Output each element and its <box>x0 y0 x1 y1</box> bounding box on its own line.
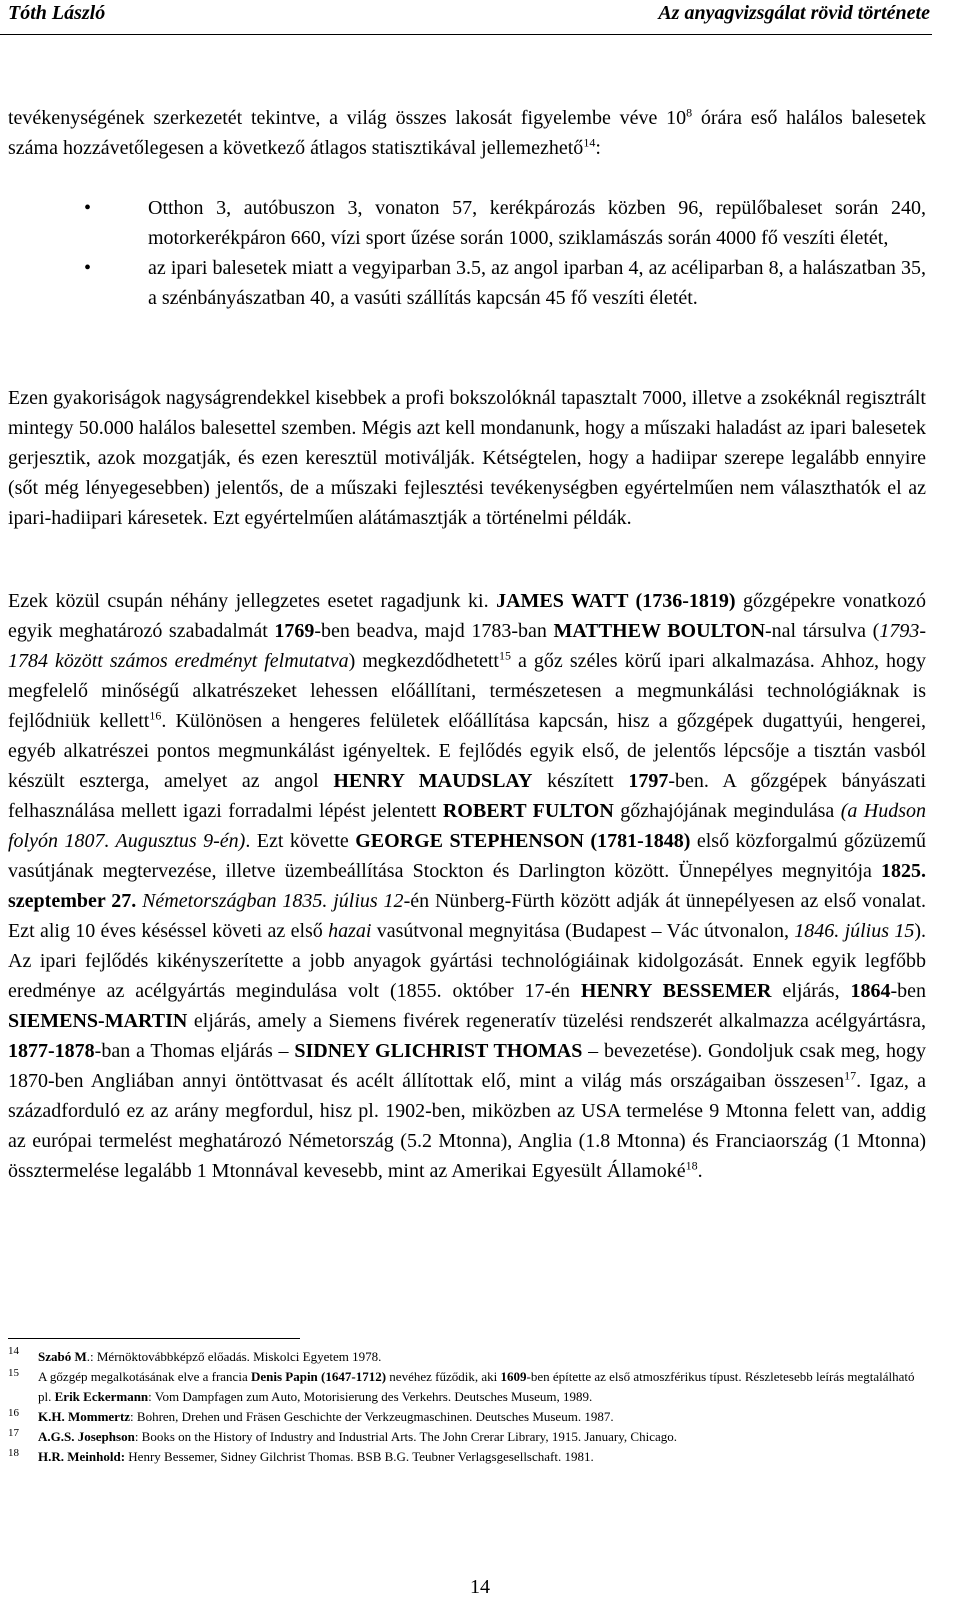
footnote-text: Henry Bessemer, Sidney Gilchrist Thomas. BSB B.G. Teubner Verlagsgesellschaft. 1981. <box>125 1449 594 1464</box>
footnotes <box>8 1347 926 1467</box>
text: -ban a Thomas eljárás – <box>94 1040 295 1062</box>
footnote-text: : Vom Dampfagen zum Auto, Motorisierung des Verkehrs. Deutsches Museum, 1989. <box>148 1389 593 1404</box>
text: Ezek közül csupán néhány jellegzetes esetet ragadjunk ki. <box>8 590 497 612</box>
text: . Különösen a hengeres felületek előállítása kapcsán, hisz a gőzgépek dugattyúi, hengerei, egyéb alkatrészei pontos megmunkálást igényeltek. E fejlődés egyik első, de jelentős lépcsője a tisztán vasból készült eszterga, amelyet az angol <box>8 710 926 792</box>
text: vasútvonal megnyitása (Budapest – Vác útvonalon, <box>371 920 795 942</box>
text: -ben. A gőzgépek bányászati felhasználása mellett igazi forradalmi lépést jelentett <box>8 770 927 822</box>
text: a gőz széles körű ipari alkalmazása. Ahhoz, hogy megfelelő minőségű alkatrészeket lehessen előállítani, természetesen a megmunkálási technológiáknak is fejlődniük kellett <box>8 650 926 732</box>
italic-text: (a Hudson folyón 1807. Augusztus 9-én) <box>8 800 926 852</box>
bullet-icon: • <box>84 197 92 219</box>
exponent: 8 <box>686 105 693 120</box>
italic-text: Németországban 1835. július 12 <box>142 890 404 912</box>
text: gőzgépekre vonatkozó egyik meghatározó szabadalmát <box>8 590 926 642</box>
person-name: JAMES WATT (1736-1819) <box>496 590 736 612</box>
running-header <box>0 0 960 36</box>
text: . Igaz, a századforduló ez az arány megfordul, hisz pl. 1902-ben, miközben az USA termelése 9 Mtonna felett van, addig az európai termelést meghatározó Németország (5.2 Mtonna), Anglia (1.8 Mtonna) és Franciaország (1 Mtonna) össztermelése legalább 1 Mtonnával kevesebb, mint az Amerikai Egyesült Államoké <box>8 1070 926 1182</box>
footnote-18 <box>8 1447 926 1467</box>
text: készített <box>532 770 629 792</box>
text: . <box>697 1160 703 1182</box>
year: 1609 <box>500 1369 527 1384</box>
footnote-text: : Bohren, Drehen und Fräsen Geschichte der Verkzeugmaschinen. Deutsches Museum. 1987. <box>130 1409 614 1424</box>
person-name: HENRY MAUDSLAY <box>333 770 533 792</box>
text: gőzhajójának megindulása <box>613 800 841 822</box>
text: : <box>595 137 601 159</box>
text: ) megkezdődhetett <box>348 650 499 672</box>
year-range: (1781-1848) <box>590 830 691 852</box>
text: tevékenységének szerkezetét tekintve, a világ összes lakosát figyelembe véve 10 <box>8 107 687 129</box>
footnote-ref-18[interactable]: 18 <box>685 1158 698 1173</box>
person-name: HENRY BESSEMER <box>580 980 772 1002</box>
text: -nal társulva ( <box>765 620 880 642</box>
bullet-icon: • <box>84 257 92 279</box>
author-name: K.H. Mommertz <box>38 1409 131 1424</box>
text: – bevezetése). Gondoljuk csak meg, hogy 1870-ben Angliában annyi öntöttvasat és acélt állítottak elő, mint a világ más országaiban összesen <box>8 1040 926 1092</box>
person-name: MATTHEW BOULTON <box>553 620 766 642</box>
footnote-text: .: Mérnöktovábbképző előadás. Miskolci Egyetem 1978. <box>86 1349 382 1364</box>
footnote-ref-16[interactable]: 16 <box>149 708 162 723</box>
author-name: Szabó M <box>38 1349 87 1364</box>
year: 1864 <box>850 980 891 1002</box>
paragraph-history <box>8 586 926 1186</box>
author-name: A.G.S. Josephson <box>38 1429 135 1444</box>
footnote-number: 17 <box>8 1427 19 1439</box>
text: -ben beadva, majd 1783-ban <box>314 620 554 642</box>
header-rule <box>0 34 932 35</box>
text: -én Nünberg-Fürth között adják át ünnepélyesen az első vonalat. Ezt alig 10 éves késéssel követi az első <box>8 890 926 942</box>
page-number: 14 <box>470 1576 490 1598</box>
footnote-text: nevéhez fűződik, aki <box>386 1369 501 1384</box>
footnote-number: 18 <box>8 1447 19 1459</box>
footnote-17 <box>8 1427 926 1447</box>
author-name: H.R. Meinhold: <box>38 1449 126 1464</box>
year-range: 1877-1878 <box>8 1040 95 1062</box>
footnote-text: A gőzgép megalkotásának elve a francia <box>38 1369 251 1384</box>
text: eljárás, amely a Siemens fivérek regeneratív tüzelési rendszerét alkalmazza acélgyártásra, <box>187 1010 926 1032</box>
header-author: Tóth László <box>8 2 106 24</box>
footnote-15 <box>8 1367 926 1407</box>
italic-text: 1846. július 15 <box>794 920 915 942</box>
paragraph-intro <box>8 103 926 163</box>
footnote-number: 16 <box>8 1407 19 1419</box>
header-title: Az anyagvizsgálat rövid története <box>658 2 930 24</box>
footnote-number: 14 <box>8 1345 19 1357</box>
text: -ben <box>890 980 926 1002</box>
author-name: Denis Papin <box>250 1369 318 1384</box>
year: 1769 <box>274 620 315 642</box>
author-name: Erik Eckermann <box>54 1389 149 1404</box>
footnote-number: 15 <box>8 1367 19 1379</box>
footnote-text: -ben építette az első atmoszférikus típust. Részletesebb leírás megtalálható pl. <box>38 1369 915 1404</box>
bullet-list <box>8 193 926 313</box>
list-item <box>8 253 926 313</box>
person-name: GEORGE STEPHENSON <box>355 830 584 852</box>
text: első közforgalmú gőzüzemű vasútjának megtervezése, illetve üzembeállítása Stockton és Darlington között. Ünnepélyes megnyitója <box>8 830 927 882</box>
list-item <box>8 193 926 253</box>
list-item-text: Otthon 3, autóbuszon 3, vonaton 57, kerékpározás közben 96, repülőbaleset során 240, motorkerékpáron 660, vízi sport űzése során 1000, sziklamászás során 4000 fő veszíti életét, <box>148 197 926 249</box>
text: órára eső halálos balesetek száma hozzávetőlegesen a következő átlagos statisztikával jellemezhető <box>8 107 926 159</box>
text: . Ezt követte <box>245 830 356 852</box>
footnote-ref-14[interactable]: 14 <box>583 135 596 150</box>
footnote-text: : Books on the History of Industry and Industrial Arts. The John Crerar Library, 1915. January, Chicago. <box>134 1429 677 1444</box>
year: 1797 <box>628 770 669 792</box>
paragraph-frequencies: Ezen gyakoriságok nagyságrendekkel kisebbek a profi bokszolóknál tapasztalt 7000, illetve a zsokéknál regisztrált mintegy 50.000 halálos balesettel szemben. Mégis azt kell mondanunk, hogy a műszaki haladást az ipari balesetek gerjesztik, azok mozgatják, és ezen keresztül motiválják. Kétségtelen, hogy a hadiipar szerepe legalább ennyire (sőt még lényegesebben) jelentős, de a műszaki fejlesztési tevékenységben egyértelműen nem választhatók el az ipari-hadiipari káresetek. Ezt egyértelműen alátámasztják a történelmi példák. <box>8 387 926 529</box>
italic-text: 1793-1784 között számos eredményt felmutatva <box>8 620 926 672</box>
footnote-16 <box>8 1407 926 1427</box>
text: eljárás, <box>771 980 851 1002</box>
footnote-ref-15[interactable]: 15 <box>498 648 511 663</box>
year-range: (1647-1712) <box>321 1369 387 1384</box>
footnote-14 <box>8 1347 926 1367</box>
list-item-text: az ipari balesetek miatt a vegyiparban 3.5, az angol iparban 4, az acéliparban 8, a halászatban 35, a szénbányászatban 40, a vasúti szállítás kapcsán 45 fő veszíti életét. <box>148 257 926 309</box>
footnote-separator <box>8 1338 300 1339</box>
date: 1825. szeptember 27. <box>8 860 926 912</box>
text: ). Az ipari fejlődés kikényszerítette a jobb anyagok gyártási technológiáinak kidolgozását. Ennek egyik legfőbb eredménye az acélgyártás megindulása volt (1855. október 17-én <box>8 920 927 1002</box>
italic-text: hazai <box>328 920 372 942</box>
process-name: SIEMENS-MARTIN <box>8 1010 188 1032</box>
person-name: ROBERT FULTON <box>442 800 614 822</box>
person-name: SIDNEY GLICHRIST THOMAS <box>294 1040 583 1062</box>
footnote-ref-17[interactable]: 17 <box>844 1068 857 1083</box>
